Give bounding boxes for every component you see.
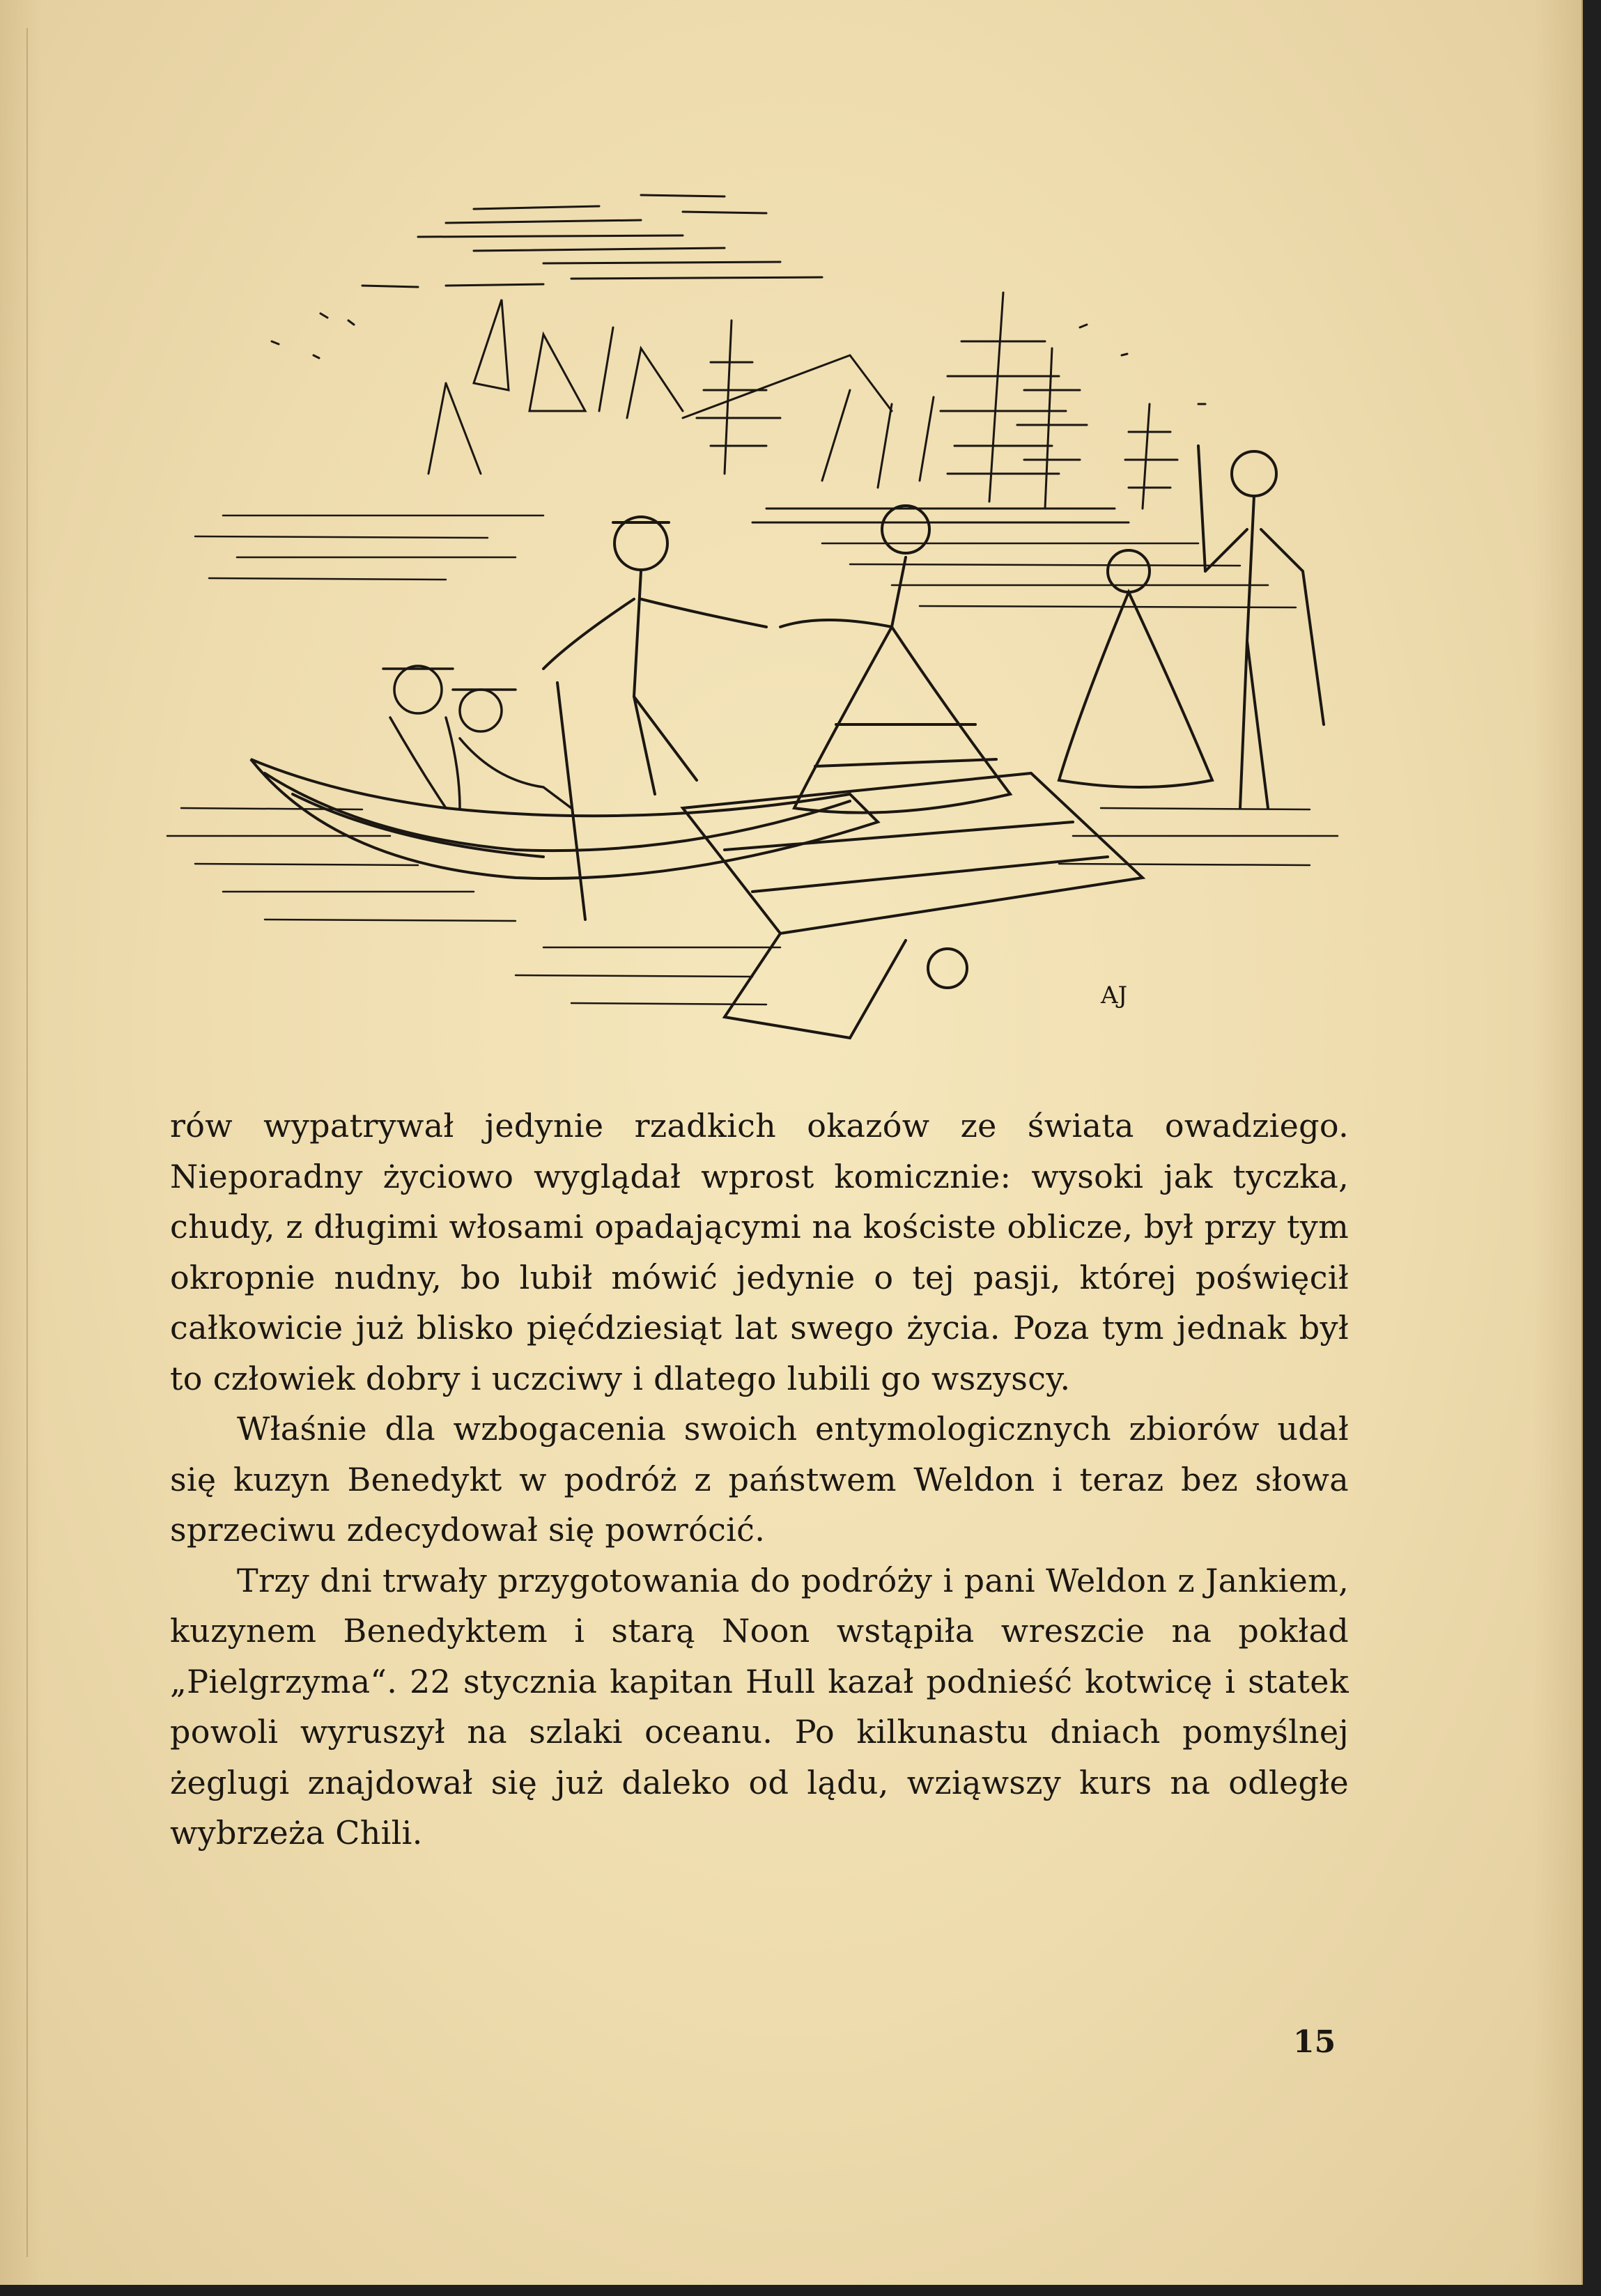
illustration-signature: AJ: [1101, 982, 1128, 1009]
paragraph-1: rów wypatrywał jedynie rzadkich okazów ze świata owadziego. Nieporadny życiowo wyglądał wprost komicznie: wysoki jak tyczka, chudy, z długimi włosami opadającymi na kościste oblicze, był przy tym okropnie nudny, bo lubił mówić jedynie o tej pasji, której poświęcił całkowicie już blisko pięćdziesiąt lat swego życia. Poza tym jednak był to człowiek dobry i uczciwy i dlatego lubili go wszyscy.: [170, 1107, 1349, 1397]
pier: [683, 773, 1143, 1038]
distant-ships: [428, 293, 1177, 522]
harbor-illustration: [153, 181, 1366, 1087]
rowing-boat: [251, 683, 878, 920]
seated-passengers: [383, 666, 571, 808]
body-text: [170, 1101, 1349, 1859]
spine-shadow: [26, 28, 28, 2257]
life-ring: [928, 949, 967, 988]
paragraph-3: Trzy dni trwały przygotowania do podróży i pani Weldon z Jankiem, kuzynem Benedyktem i starą Noon wstąpiła wreszcie na pokład „Pielgrzyma“. 22 stycznia kapitan Hull kazał podnieść kotwicę i statek powoli wyruszył na szlaki oceanu. Po kilkunastu dniach pomyślnej żeglugi znajdował się już daleko od lądu, wziąwszy kurs na odległe wybrzeża Chili.: [170, 1561, 1349, 1852]
paragraph-2: Właśnie dla wzbogacenia swoich entymologicznych zbiorów udał się kuzyn Benedykt w podróż z państwem Weldon i teraz bez słowa sprzeciwu zdecydował się powrócić.: [170, 1410, 1349, 1549]
sailor-figure: [543, 517, 766, 794]
couple-figures: [1059, 446, 1324, 808]
lady-figure: [780, 506, 1010, 813]
sky-hatching: [272, 195, 1205, 404]
water-hatching: [167, 515, 1338, 1004]
page-number: 15: [1293, 2024, 1336, 2060]
